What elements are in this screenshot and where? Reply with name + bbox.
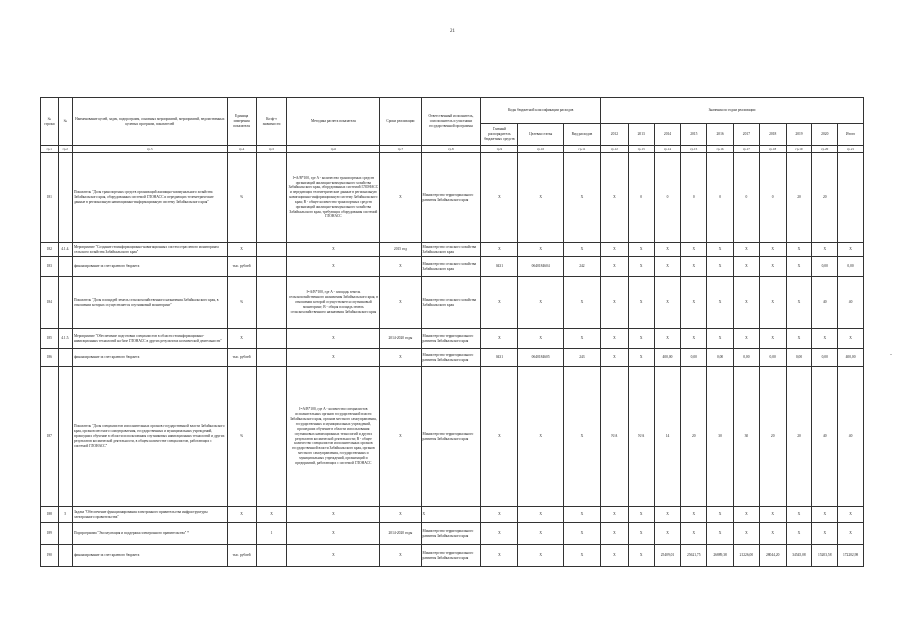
unit-cell: тыс. рублей xyxy=(227,545,256,567)
hdr-year: Итого xyxy=(838,124,864,146)
year-value-cell: X xyxy=(759,329,786,349)
year-value-cell: X xyxy=(838,507,864,523)
year-value-cell: 40 xyxy=(838,367,864,507)
period-cell: X xyxy=(380,349,421,367)
year-value-cell: X xyxy=(681,329,707,349)
column-number: гр.16 xyxy=(707,146,734,153)
year-value-cell: 34545,08 xyxy=(786,545,812,567)
coef-cell xyxy=(256,153,287,243)
page-number: 21 xyxy=(450,29,455,34)
coef-cell xyxy=(256,545,287,567)
expense-type-cell: 242 xyxy=(563,257,600,277)
year-value-cell: X xyxy=(759,277,786,329)
unit-cell xyxy=(227,523,256,545)
table-row xyxy=(41,523,864,545)
unit-cell: X xyxy=(227,243,256,257)
coef-cell: X xyxy=(256,507,287,523)
hdr-budget-group: Коды бюджетной классификации расходов xyxy=(481,98,601,124)
budget-article-cell: X xyxy=(518,329,563,349)
year-value-cell: X xyxy=(786,329,812,349)
method-cell: I=A/B*100, где A - количество специалистов исполнительных органов государственной власти Забайкальского края, органов местного самоуправления, государственных и муниципальных учреждений, прошедших обучение в области использования спутниковых навигационных технологий и других результатов космической деятельности; B - общее количество специалистов исполнительных органов государственной власти Забайкальского края, органов местного самоуправления, государственных и муниципальных учреждений, организаций и предприятий, работающих с системой ГЛОНАСС xyxy=(287,367,380,507)
year-value-cell: 28044,20 xyxy=(759,545,786,567)
year-value-cell: X xyxy=(628,507,654,523)
year-value-cell: X xyxy=(681,507,707,523)
budget-admin-cell: X xyxy=(481,507,518,523)
item-number xyxy=(58,367,72,507)
method-cell: X xyxy=(287,523,380,545)
year-value-cell: X xyxy=(654,277,681,329)
row-number: 186 xyxy=(41,349,59,367)
year-value-cell: X xyxy=(786,257,812,277)
item-name: Показатель "Доля транспортных средств организаций жилищно-коммунального хозяйства Забайкальского края, оборудованных системой ГЛОНАСС и передающих телеметрические данные в региональную навигационно-информационную систему Забайкальского края" xyxy=(72,153,227,243)
row-number: 190 xyxy=(41,545,59,567)
hdr-method: Методика расчета показателя xyxy=(287,98,380,146)
year-value-cell: X xyxy=(600,277,628,329)
item-name: Показатель "Доля площадей земель сельскохозяйственного назначения Забайкальского края, в отношении которых осуществляется спутниковый мониторинг" xyxy=(72,277,227,329)
column-number: гр.4 xyxy=(227,146,256,153)
hdr-budget-col: Вид расходов xyxy=(563,124,600,146)
year-value-cell: X xyxy=(707,507,734,523)
item-number xyxy=(58,349,72,367)
unit-cell: % xyxy=(227,367,256,507)
unit-cell: % xyxy=(227,277,256,329)
program-indicators-table xyxy=(40,97,864,567)
year-value-cell xyxy=(838,153,864,243)
item-number xyxy=(58,257,72,277)
item-name: Мероприятие "Обеспечение подготовки специалистов в области геоинформационно-навигационных технологий на базе ГЛОНАСС в других результатах космической деятельности" xyxy=(72,329,227,349)
item-name: Мероприятие "Создание геоинформационно-навигационных систем отраслевого мониторинга сельского хозяйства Забайкальского края" xyxy=(72,243,227,257)
budget-admin-cell: 0431 xyxy=(481,257,518,277)
column-number: гр.17 xyxy=(734,146,760,153)
hdr-unit: Единица измерения показателя xyxy=(227,98,256,146)
column-number: гр.12 xyxy=(600,146,628,153)
budget-admin-cell: X xyxy=(481,329,518,349)
hdr-year: 2012 xyxy=(600,124,628,146)
year-value-cell: 20 xyxy=(786,367,812,507)
period-cell: X xyxy=(380,257,421,277)
coef-cell xyxy=(256,329,287,349)
year-value-cell: X xyxy=(654,257,681,277)
year-value-cell: 14 xyxy=(654,367,681,507)
year-value-cell: N/A xyxy=(600,367,628,507)
year-value-cell: 20 xyxy=(812,153,838,243)
budget-article-cell: X xyxy=(518,523,563,545)
hdr-values-group: Значения по годам реализации xyxy=(600,98,863,124)
coef-cell xyxy=(256,257,287,277)
item-number xyxy=(58,545,72,567)
year-value-cell: 0 xyxy=(759,153,786,243)
column-number: гр.7 xyxy=(380,146,421,153)
margin-mark: - xyxy=(890,352,892,358)
year-value-cell: X xyxy=(786,277,812,329)
column-number: гр.10 xyxy=(518,146,563,153)
year-value-cell: X xyxy=(734,277,760,329)
row-number: 184 xyxy=(41,277,59,329)
hdr-row-no: № строки xyxy=(41,98,59,146)
row-number: 188 xyxy=(41,507,59,523)
expense-type-cell: X xyxy=(563,545,600,567)
year-value-cell: X xyxy=(628,523,654,545)
column-number: гр.1 xyxy=(41,146,59,153)
row-number: 181 xyxy=(41,153,59,243)
year-value-cell: N/A xyxy=(628,367,654,507)
year-value-cell: X xyxy=(600,329,628,349)
year-value-cell: 0 xyxy=(681,153,707,243)
budget-article-cell: X xyxy=(518,367,563,507)
row-number: 185 xyxy=(41,329,59,349)
coef-cell xyxy=(256,243,287,257)
unit-cell: тыс. рублей xyxy=(227,257,256,277)
year-value-cell: X xyxy=(654,243,681,257)
table-row xyxy=(41,243,864,257)
column-number: гр.14 xyxy=(654,146,681,153)
item-name: Задача "Обеспечение функционирования электронного правительства инфраструктуры электронного правительства" xyxy=(72,507,227,523)
expense-type-cell: X xyxy=(563,507,600,523)
budget-article-cell: 0640184605 xyxy=(518,349,563,367)
column-number: гр.8 xyxy=(421,146,481,153)
item-number xyxy=(58,523,72,545)
method-cell: I=A/B*100, где A - площадь земель сельскохозяйственного назначения Забайкальского края, в отношении которой осуществляется спутниковый мониторинг; B - общая площадь земель сельскохозяйственного назначения Забайкальского края xyxy=(287,277,380,329)
year-value-cell: X xyxy=(628,545,654,567)
expense-type-cell: X xyxy=(563,277,600,329)
year-value-cell: X xyxy=(654,329,681,349)
hdr-year: 2016 xyxy=(707,124,734,146)
column-number: гр.13 xyxy=(628,146,654,153)
period-cell: X xyxy=(380,507,421,523)
year-value-cell: 40 xyxy=(812,277,838,329)
executor-cell: Министерство территориального развития Забайкальского края xyxy=(421,329,481,349)
year-value-cell: 0 xyxy=(707,153,734,243)
year-value-cell: X xyxy=(600,545,628,567)
item-number: 5 xyxy=(58,507,72,523)
column-number: гр.9 xyxy=(481,146,518,153)
year-value-cell: 30 xyxy=(707,367,734,507)
column-number: гр.3 xyxy=(72,146,227,153)
item-name: финансирование за счет краевого бюджета xyxy=(72,545,227,567)
budget-admin-cell: X xyxy=(481,545,518,567)
year-value-cell: X xyxy=(600,507,628,523)
year-value-cell: X xyxy=(628,329,654,349)
budget-article-cell: 0640184604 xyxy=(518,257,563,277)
table-row xyxy=(41,329,864,349)
year-value-cell: X xyxy=(707,523,734,545)
year-value-cell: X xyxy=(628,257,654,277)
coef-cell xyxy=(256,349,287,367)
period-cell: X xyxy=(380,367,421,507)
year-value-cell: X xyxy=(838,329,864,349)
year-value-cell: 25621,75 xyxy=(681,545,707,567)
hdr-year: 2017 xyxy=(734,124,760,146)
year-value-cell: X xyxy=(707,277,734,329)
unit-cell: X xyxy=(227,329,256,349)
executor-cell: Министерство территориального развития Забайкальского края xyxy=(421,153,481,243)
table-row xyxy=(41,277,864,329)
executor-cell: Министерство сельского хозяйства Забайкальского края xyxy=(421,257,481,277)
unit-cell: тыс. рублей xyxy=(227,349,256,367)
column-number: гр.19 xyxy=(786,146,812,153)
year-value-cell: X xyxy=(812,243,838,257)
year-value-cell: X xyxy=(707,257,734,277)
column-number: гр.2 xyxy=(58,146,72,153)
year-value-cell: X xyxy=(707,329,734,349)
executor-cell: Министерство территориального развития Забайкальского края xyxy=(421,349,481,367)
budget-admin-cell: X xyxy=(481,153,518,243)
coef-cell xyxy=(256,277,287,329)
year-value-cell: X xyxy=(734,243,760,257)
row-number: 182 xyxy=(41,243,59,257)
budget-article-cell: X xyxy=(518,545,563,567)
year-value-cell: 0 xyxy=(734,153,760,243)
year-value-cell: 20 xyxy=(759,367,786,507)
method-cell: X xyxy=(287,329,380,349)
year-value-cell: X xyxy=(681,257,707,277)
item-number: 4.1.4. xyxy=(58,243,72,257)
unit-cell: X xyxy=(227,507,256,523)
budget-article-cell: X xyxy=(518,153,563,243)
year-value-cell: 0,00 xyxy=(812,349,838,367)
item-number xyxy=(58,277,72,329)
hdr-num: № xyxy=(58,98,72,146)
year-value-cell: X xyxy=(734,257,760,277)
table-row xyxy=(41,153,864,243)
item-number xyxy=(58,153,72,243)
hdr-year: 2019 xyxy=(786,124,812,146)
year-value-cell: 25409,01 xyxy=(654,545,681,567)
year-value-cell: X xyxy=(759,243,786,257)
year-value-cell: 0,00 xyxy=(812,257,838,277)
year-value-cell: 0,00 xyxy=(786,349,812,367)
expense-type-cell: X xyxy=(563,329,600,349)
year-value-cell: 0 xyxy=(654,153,681,243)
year-value-cell: X xyxy=(654,507,681,523)
year-value-cell: X xyxy=(812,329,838,349)
year-value-cell: 26889,38 xyxy=(707,545,734,567)
year-value-cell: X xyxy=(600,153,628,243)
year-value-cell: 20 xyxy=(681,367,707,507)
executor-cell: Министерство территориального развития Забайкальского края xyxy=(421,367,481,507)
year-value-cell: 0,00 xyxy=(734,349,760,367)
year-value-cell: X xyxy=(681,243,707,257)
coef-cell: 1 xyxy=(256,523,287,545)
year-value-cell: X xyxy=(654,523,681,545)
hdr-exec: Ответственный исполнитель, соисполнитель и участники государственной программы xyxy=(421,98,481,146)
year-value-cell: X xyxy=(681,523,707,545)
budget-admin-cell: 0431 xyxy=(481,349,518,367)
year-value-cell: X xyxy=(759,507,786,523)
period-cell: 2015 год xyxy=(380,243,421,257)
year-value-cell: 0,00 xyxy=(707,349,734,367)
year-value-cell: 40 xyxy=(838,277,864,329)
method-cell: I=A/B*100, где A - количество транспортных средств организаций жилищно-коммунального хозяйства Забайкальского края, оборудованных системой ГЛОНАСС и передающих телеметрические данные в региональную навигационно-информационную систему Забайкальского края; B - общее количество транспортных средств организаций жилищно-коммунального хозяйства Забайкальского края, требующих оборудования системой ГЛОНАСС xyxy=(287,153,380,243)
column-number: гр.5 xyxy=(256,146,287,153)
hdr-year: 2013 xyxy=(628,124,654,146)
method-cell: X xyxy=(287,243,380,257)
year-value-cell: 0,00 xyxy=(759,349,786,367)
budget-article-cell: X xyxy=(518,243,563,257)
item-name: финансирование за счет краевого бюджета xyxy=(72,349,227,367)
coef-cell xyxy=(256,367,287,507)
expense-type-cell: X xyxy=(563,523,600,545)
row-number: 189 xyxy=(41,523,59,545)
unit-cell: % xyxy=(227,153,256,243)
expense-type-cell: X xyxy=(563,243,600,257)
executor-cell: X xyxy=(421,507,481,523)
item-name: Показатель "Доля специалистов исполнительных органов государственной власти Забайкальского края, органов местного самоуправления, государственных и муниципальных учреждений, прошедших обучение в области использования спутниковых навигационных технологий и других результатов космической деятельности, в общем количестве специалистов, работающих с системой ГЛОНАСС" xyxy=(72,367,227,507)
column-number: гр.15 xyxy=(681,146,707,153)
column-number: гр.11 xyxy=(563,146,600,153)
budget-admin-cell: X xyxy=(481,277,518,329)
method-cell: X xyxy=(287,545,380,567)
table-row xyxy=(41,507,864,523)
budget-article-cell: X xyxy=(518,507,563,523)
method-cell: X xyxy=(287,257,380,277)
table-row xyxy=(41,545,864,567)
expense-type-cell: X xyxy=(563,153,600,243)
year-value-cell: 40 xyxy=(812,367,838,507)
item-name: Подпрограмма "Эксплуатация и поддержка электронного правительства" * xyxy=(72,523,227,545)
period-cell: 2014-2020 годы xyxy=(380,523,421,545)
year-value-cell: 0,00 xyxy=(838,257,864,277)
year-value-cell: X xyxy=(628,243,654,257)
year-value-cell: X xyxy=(628,277,654,329)
table-row xyxy=(41,257,864,277)
table-row xyxy=(41,349,864,367)
period-cell: 2014-2020 годы xyxy=(380,329,421,349)
period-cell: X xyxy=(380,277,421,329)
year-value-cell: 172202,98 xyxy=(838,545,864,567)
period-cell: X xyxy=(380,153,421,243)
year-value-cell: X xyxy=(734,329,760,349)
year-value-cell: 400,00 xyxy=(654,349,681,367)
year-value-cell: X xyxy=(838,523,864,545)
year-value-cell: 15203,58 xyxy=(812,545,838,567)
expense-type-cell: X xyxy=(563,367,600,507)
row-number: 187 xyxy=(41,367,59,507)
method-cell: X xyxy=(287,507,380,523)
year-value-cell: 0 xyxy=(628,153,654,243)
item-name: финансирование за счет краевого бюджета xyxy=(72,257,227,277)
year-value-cell: 400,00 xyxy=(838,349,864,367)
executor-cell: Министерство территориального развития Забайкальского края xyxy=(421,523,481,545)
budget-admin-cell: X xyxy=(481,367,518,507)
row-number: 183 xyxy=(41,257,59,277)
year-value-cell: X xyxy=(759,257,786,277)
year-value-cell: 21226,00 xyxy=(734,545,760,567)
year-value-cell: X xyxy=(786,243,812,257)
year-value-cell: X xyxy=(707,243,734,257)
year-value-cell: X xyxy=(600,349,628,367)
table-row xyxy=(41,367,864,507)
year-value-cell: X xyxy=(759,523,786,545)
year-value-cell: X xyxy=(812,523,838,545)
year-value-cell: X xyxy=(786,507,812,523)
executor-cell: Министерство территориального развития Забайкальского края xyxy=(421,545,481,567)
column-number: гр.18 xyxy=(759,146,786,153)
executor-cell: Министерство сельского хозяйства Забайкальского края xyxy=(421,277,481,329)
year-value-cell: X xyxy=(734,523,760,545)
year-value-cell: X xyxy=(600,257,628,277)
year-value-cell: X xyxy=(838,243,864,257)
year-value-cell: X xyxy=(628,349,654,367)
year-value-cell: X xyxy=(600,243,628,257)
hdr-budget-col: Главный распорядитель бюджетных средств xyxy=(481,124,518,146)
year-value-cell: X xyxy=(600,523,628,545)
method-cell: X xyxy=(287,349,380,367)
hdr-year: 2018 xyxy=(759,124,786,146)
year-value-cell: 0,00 xyxy=(681,349,707,367)
hdr-coef: Коэф-т значимости xyxy=(256,98,287,146)
hdr-name: Наименование целей, задач, подпрограмм, основных мероприятий, мероприятий, ведомственных целевых программ, показателей xyxy=(72,98,227,146)
hdr-period: Сроки реализации xyxy=(380,98,421,146)
hdr-year: 2020 xyxy=(812,124,838,146)
hdr-year: 2015 xyxy=(681,124,707,146)
executor-cell: Министерство сельского хозяйства Забайкальского края xyxy=(421,243,481,257)
year-value-cell: X xyxy=(786,523,812,545)
year-value-cell: X xyxy=(734,507,760,523)
year-value-cell: X xyxy=(681,277,707,329)
expense-type-cell: 243 xyxy=(563,349,600,367)
year-value-cell: 20 xyxy=(786,153,812,243)
year-value-cell: X xyxy=(812,507,838,523)
column-number: гр.20 xyxy=(812,146,838,153)
column-number: гр.21 xyxy=(838,146,864,153)
hdr-budget-col: Целевая статья xyxy=(518,124,563,146)
budget-admin-cell: X xyxy=(481,243,518,257)
budget-article-cell: X xyxy=(518,277,563,329)
item-number: 4.1.5. xyxy=(58,329,72,349)
year-value-cell: 30 xyxy=(734,367,760,507)
period-cell: X xyxy=(380,545,421,567)
budget-admin-cell: X xyxy=(481,523,518,545)
hdr-year: 2014 xyxy=(654,124,681,146)
column-number: гр.6 xyxy=(287,146,380,153)
